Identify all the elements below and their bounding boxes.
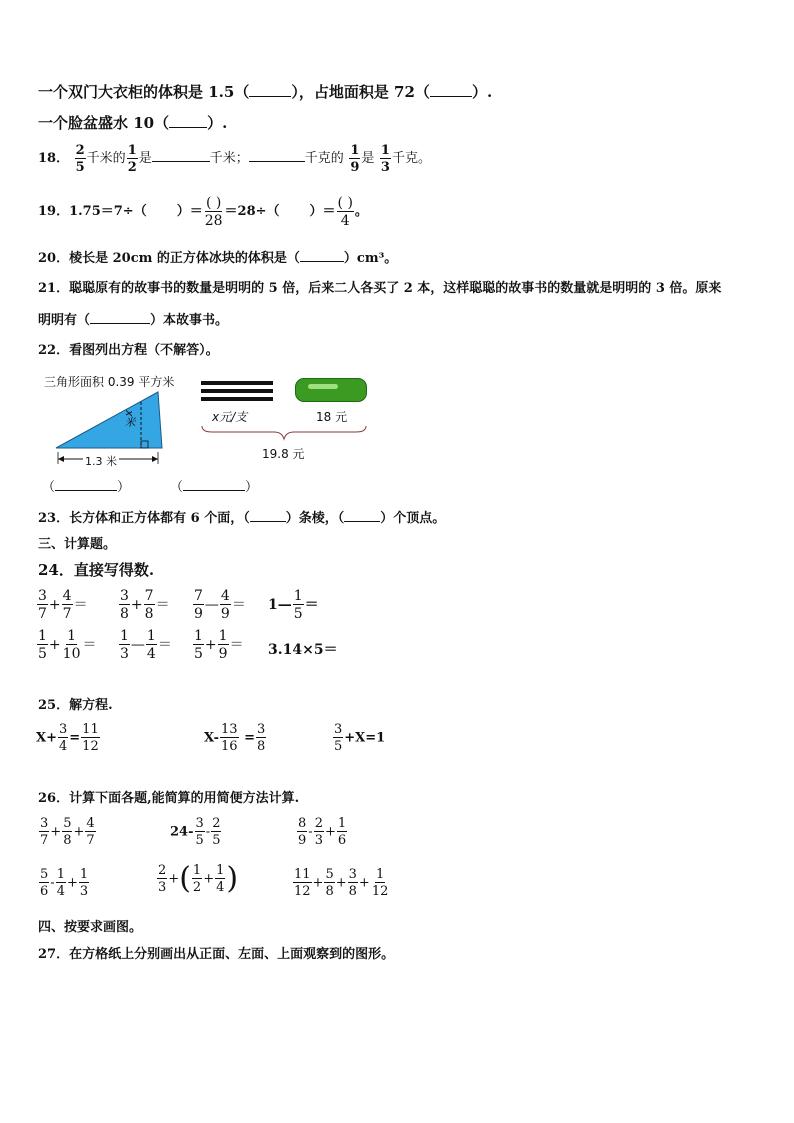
fraction-blank[interactable]: $\frac{( )}{28}$: [204, 194, 223, 229]
equation-1: X+ $\frac{3}{4}$ = $\frac{11}{12}$: [36, 722, 99, 754]
question-26: 26．计算下面各题,能简算的用简便方法计算.: [38, 791, 300, 806]
pen-line: [201, 389, 273, 393]
question-18: 18． $\frac{2}{5}$ 千米的 $\frac{1}{2}$ 是 千米； 千克的 $\frac{1}{9}$ 是 $\frac{1}{3}$ 千克。: [38, 142, 431, 175]
question-21-cont: 明明有（ ）本故事书。: [38, 313, 229, 328]
question-22: 22．看图列出方程（不解答）。: [38, 343, 219, 358]
brace-icon: [200, 424, 368, 442]
calc-item: $\frac{7}{9}$ — $\frac{4}{9}$ ＝: [194, 588, 246, 622]
expression-3: $\frac{8}{9}$ - $\frac{2}{3}$ + $\frac{1}{6}$: [298, 816, 347, 848]
answer-row-22: （ ） （ ）: [42, 480, 259, 495]
answer-blank[interactable]: [249, 149, 305, 162]
calc-item: $\frac{1}{5}$ + $\frac{1}{10}$ ＝: [38, 628, 97, 662]
calc-item: $\frac{3}{8}$ + $\frac{7}{8}$ ＝: [120, 588, 170, 622]
equation-3: $\frac{3}{5}$ +X=1: [334, 722, 386, 754]
total-price-label: 19.8 元: [262, 447, 305, 461]
pencil-box-icon: [295, 378, 367, 402]
fraction: $\frac{1}{9}$: [350, 142, 360, 175]
question-21: 21．聪聪原有的故事书的数量是明明的 5 倍，后来二人各买了 2 本，这样聪聪的故事书的数量就是明明的 3 倍。原来: [38, 281, 722, 296]
answer-blank[interactable]: [55, 478, 117, 491]
question-27: 27．在方格纸上分别画出从正面、左面、上面观察到的图形。: [38, 947, 395, 962]
expression-6: $\frac{11}{12}$ + $\frac{5}{8}$ + $\frac{3}{8}$ + $\frac{1}{12}$: [294, 867, 389, 899]
answer-blank[interactable]: [249, 84, 291, 97]
equation-2: X- $\frac{13}{16}$ = $\frac{3}{8}$: [204, 722, 266, 754]
pen-line: [201, 397, 273, 401]
calc-item: 3.14×5＝: [268, 642, 338, 658]
fraction: $\frac{1}{2}$: [127, 142, 137, 175]
question-24: 24．直接写得数.: [38, 561, 155, 579]
calc-item: 1— $\frac{1}{5}$ ＝: [268, 588, 319, 622]
section-heading: 三、计算题。: [38, 537, 117, 552]
expression-1: $\frac{3}{7}$ + $\frac{5}{8}$ + $\frac{4}{7}$: [40, 816, 95, 848]
fraction-blank[interactable]: $\frac{( )}{4}$: [337, 194, 353, 229]
pen-line: [201, 381, 273, 385]
question-25: 25．解方程.: [38, 698, 113, 713]
pen-price-label: x元/支: [212, 410, 248, 424]
expression-4: $\frac{5}{6}$ - $\frac{1}{4}$ + $\frac{1}{3}$: [40, 867, 89, 899]
answer-blank[interactable]: [430, 84, 472, 97]
section-heading: 四、按要求画图。: [38, 920, 143, 935]
answer-blank[interactable]: [300, 249, 344, 262]
answer-blank[interactable]: [90, 311, 150, 324]
arrow-right-icon: [152, 456, 158, 462]
expression-2: 24- $\frac{3}{5}$ - $\frac{2}{5}$: [170, 816, 221, 848]
answer-blank[interactable]: [250, 509, 286, 522]
question-basin: 一个脸盆盛水 10（ ）.: [38, 114, 228, 132]
triangle-base-label: 1.3 米: [85, 455, 117, 468]
answer-blank[interactable]: [344, 509, 380, 522]
triangle-caption: 三角形面积 0.39 平方米: [44, 375, 175, 389]
answer-blank[interactable]: [152, 149, 210, 162]
box-price-label: 18 元: [316, 410, 348, 424]
question-20: 20．棱长是 20cm 的正方体冰块的体积是（ ）cm³。: [38, 251, 398, 266]
fraction: $\frac{1}{3}$: [380, 142, 390, 175]
expression-5: $\frac{2}{3}$ +( $\frac{1}{2}$ + $\frac{1}{4}$ ): [158, 861, 239, 896]
question-23: 23．长方体和正方体都有 6 个面，（ ）条棱，（ ）个顶点。: [38, 511, 446, 526]
triangle-shape: [56, 392, 162, 448]
arrow-left-icon: [58, 456, 64, 462]
answer-blank[interactable]: [169, 115, 207, 128]
answer-blank[interactable]: [183, 478, 245, 491]
fraction: $\frac{2}{5}$: [75, 142, 85, 175]
calc-item: $\frac{1}{5}$ + $\frac{1}{9}$ ＝: [194, 628, 244, 662]
question-wardrobe: 一个双门大衣柜的体积是 1.5（ ），占地面积是 72（ ）.: [38, 83, 493, 101]
calc-item: $\frac{1}{3}$ — $\frac{1}{4}$ ＝: [120, 628, 172, 662]
triangle-height-label: x米: [123, 410, 136, 428]
question-19: 19．1.75＝7÷（ ）＝ $\frac{( )}{28}$ ＝28÷（ ）＝ $\frac{( )}{4}$ 。: [38, 194, 368, 229]
calc-item: $\frac{3}{7}$ + $\frac{4}{7}$ ＝: [38, 588, 88, 622]
